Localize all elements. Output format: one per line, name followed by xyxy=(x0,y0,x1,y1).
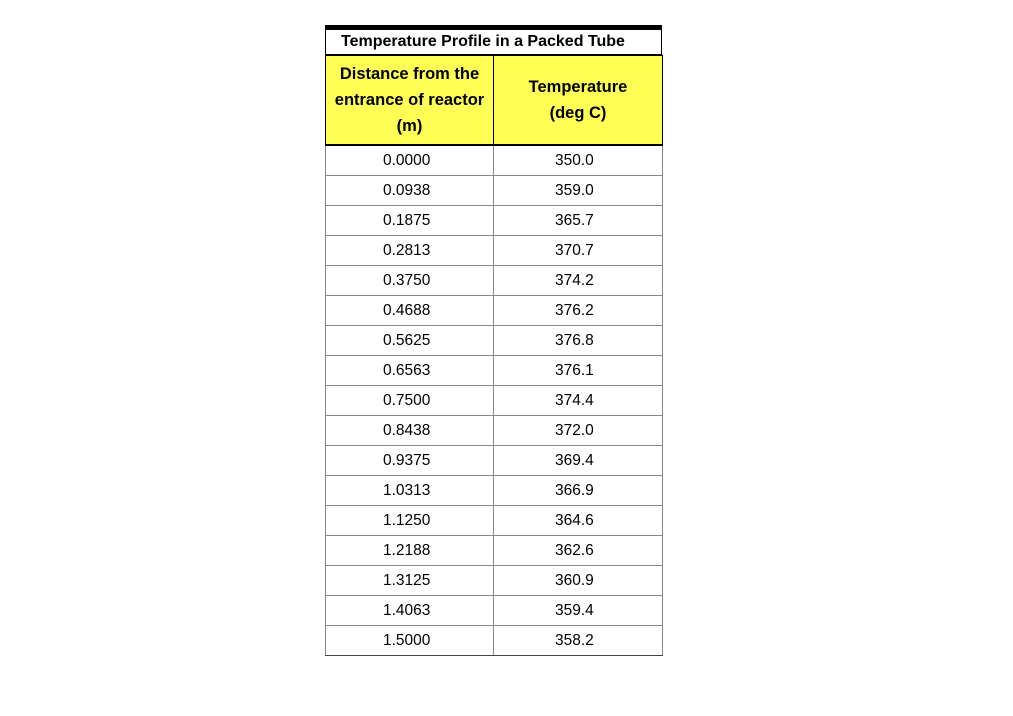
data-table xyxy=(325,55,663,656)
distance-cell: 0.1875 xyxy=(326,206,494,236)
temperature-cell: 358.2 xyxy=(494,626,663,656)
table-row xyxy=(326,596,663,626)
table-row xyxy=(326,145,663,176)
table-row xyxy=(326,386,663,416)
temperature-cell: 360.9 xyxy=(494,566,663,596)
temperature-cell: 366.9 xyxy=(494,476,663,506)
temperature-cell: 374.4 xyxy=(494,386,663,416)
distance-header-label: Distance from the entrance of reactor (m) xyxy=(334,65,485,135)
table-row xyxy=(326,326,663,356)
distance-cell: 1.1250 xyxy=(326,506,494,536)
distance-cell: 0.5625 xyxy=(326,326,494,356)
header-row xyxy=(326,56,663,146)
temperature-cell: 376.8 xyxy=(494,326,663,356)
distance-cell: 1.2188 xyxy=(326,536,494,566)
table-row xyxy=(326,176,663,206)
temperature-cell: 362.6 xyxy=(494,536,663,566)
temperature-profile-table xyxy=(325,25,662,656)
distance-cell: 0.8438 xyxy=(326,416,494,446)
distance-column-header xyxy=(326,56,494,146)
temperature-cell: 364.6 xyxy=(494,506,663,536)
table-row xyxy=(326,446,663,476)
table-row xyxy=(326,506,663,536)
distance-cell: 0.0000 xyxy=(326,145,494,176)
temperature-cell: 350.0 xyxy=(494,145,663,176)
distance-cell: 0.7500 xyxy=(326,386,494,416)
temperature-cell: 370.7 xyxy=(494,236,663,266)
table-row xyxy=(326,626,663,656)
distance-cell: 1.4063 xyxy=(326,596,494,626)
table-row xyxy=(326,236,663,266)
temperature-cell: 376.2 xyxy=(494,296,663,326)
temperature-column-header xyxy=(494,56,663,146)
table-row xyxy=(326,356,663,386)
table-row xyxy=(326,536,663,566)
table-row xyxy=(326,266,663,296)
table-row xyxy=(326,206,663,236)
table-title: Temperature Profile in a Packed Tube xyxy=(341,33,625,50)
distance-cell: 1.3125 xyxy=(326,566,494,596)
distance-cell: 1.0313 xyxy=(326,476,494,506)
distance-cell: 0.6563 xyxy=(326,356,494,386)
temperature-cell: 359.0 xyxy=(494,176,663,206)
table-row xyxy=(326,476,663,506)
table-row xyxy=(326,416,663,446)
table-row xyxy=(326,296,663,326)
temperature-header-label: Temperature (deg C) xyxy=(528,78,628,122)
distance-cell: 0.9375 xyxy=(326,446,494,476)
temperature-cell: 372.0 xyxy=(494,416,663,446)
distance-cell: 1.5000 xyxy=(326,626,494,656)
temperature-cell: 376.1 xyxy=(494,356,663,386)
temperature-cell: 365.7 xyxy=(494,206,663,236)
distance-cell: 0.4688 xyxy=(326,296,494,326)
distance-cell: 0.0938 xyxy=(326,176,494,206)
temperature-cell: 359.4 xyxy=(494,596,663,626)
table-row xyxy=(326,566,663,596)
distance-cell: 0.3750 xyxy=(326,266,494,296)
temperature-cell: 374.2 xyxy=(494,266,663,296)
distance-cell: 0.2813 xyxy=(326,236,494,266)
table-title-row xyxy=(325,30,662,55)
temperature-cell: 369.4 xyxy=(494,446,663,476)
